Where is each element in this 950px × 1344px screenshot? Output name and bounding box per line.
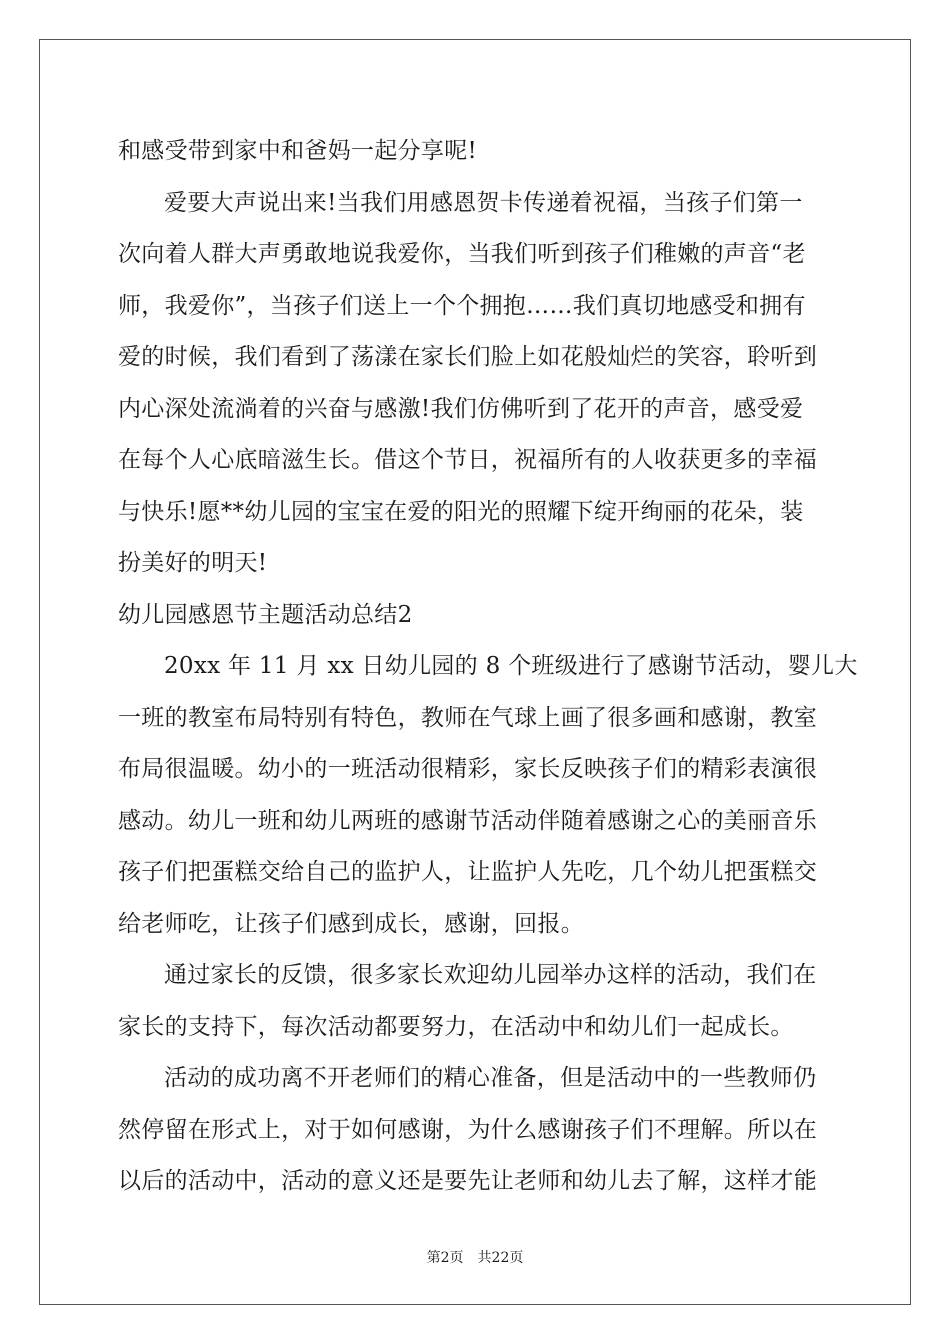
text-line: 孩子们把蛋糕交给自己的监护人，让监护人先吃，几个幼儿把蛋糕交 — [118, 859, 817, 885]
page-number-current: 第2页 — [426, 1250, 464, 1266]
text-line: 然停留在形式上，对于如何感谢，为什么感谢孩子们不理解。所以在 — [118, 1116, 817, 1143]
text-line: 活动的成功离不开老师们的精心准备，但是活动中的一些教师仍 — [164, 1065, 817, 1091]
text-line: 感动。幼儿一班和幼儿两班的感谢节活动伴随着感谢之心的美丽音乐 — [118, 807, 817, 834]
document-body — [118, 126, 858, 1208]
text-line: 给老师吃，让孩子们感到成长，感谢，回报。 — [118, 910, 584, 937]
text-line: 扮美好的明天! — [118, 550, 268, 576]
text-line: 与快乐!愿**幼儿园的宝宝在爱的阳光的照耀下绽开绚丽的花朵，装 — [118, 498, 804, 525]
page-footer — [0, 1247, 950, 1267]
text-line: 通过家长的反馈，很多家长欢迎幼儿园举办这样的活动，我们在 — [164, 962, 817, 988]
text-line: 在每个人心底暗滋生长。借这个节日，祝福所有的人收获更多的幸福 — [118, 447, 817, 473]
text-line: 师，我爱你”，当孩子们送上一个个拥抱……我们真切地感受和拥有 — [118, 292, 806, 319]
text-line: 次向着人群大声勇敢地说我爱你，当我们听到孩子们稚嫩的声音“老 — [118, 241, 806, 267]
text-line: 以后的活动中，活动的意义还是要先让老师和幼儿去了解，这样才能 — [118, 1168, 817, 1194]
page-number-total: 共22页 — [477, 1250, 524, 1266]
text-line: 爱的时候，我们看到了荡漾在家长们脸上如花般灿烂的笑容，聆听到 — [118, 344, 817, 370]
text-line: 爱要大声说出来!当我们用感恩贺卡传递着祝福，当孩子们第一 — [164, 189, 803, 216]
text-line: 一班的教室布局特别有特色，教师在气球上画了很多画和感谢，教室 — [118, 704, 817, 731]
text-line: 家长的支持下，每次活动都要努力，在活动中和幼儿们一起成长。 — [118, 1013, 794, 1040]
section-heading: 幼儿园感恩节主题活动总结2 — [118, 601, 413, 628]
text-line: 20xx 年 11 月 xx 日幼儿园的 8 个班级进行了感谢节活动，婴儿大 — [164, 653, 858, 679]
text-line: 和感受带到家中和爸妈一起分享呢! — [118, 138, 478, 164]
text-line: 布局很温暖。幼小的一班活动很精彩，家长反映孩子们的精彩表演很 — [118, 756, 817, 782]
text-line: 内心深处流淌着的兴奋与感激!我们仿佛听到了花开的声音，感受爱 — [118, 395, 804, 422]
